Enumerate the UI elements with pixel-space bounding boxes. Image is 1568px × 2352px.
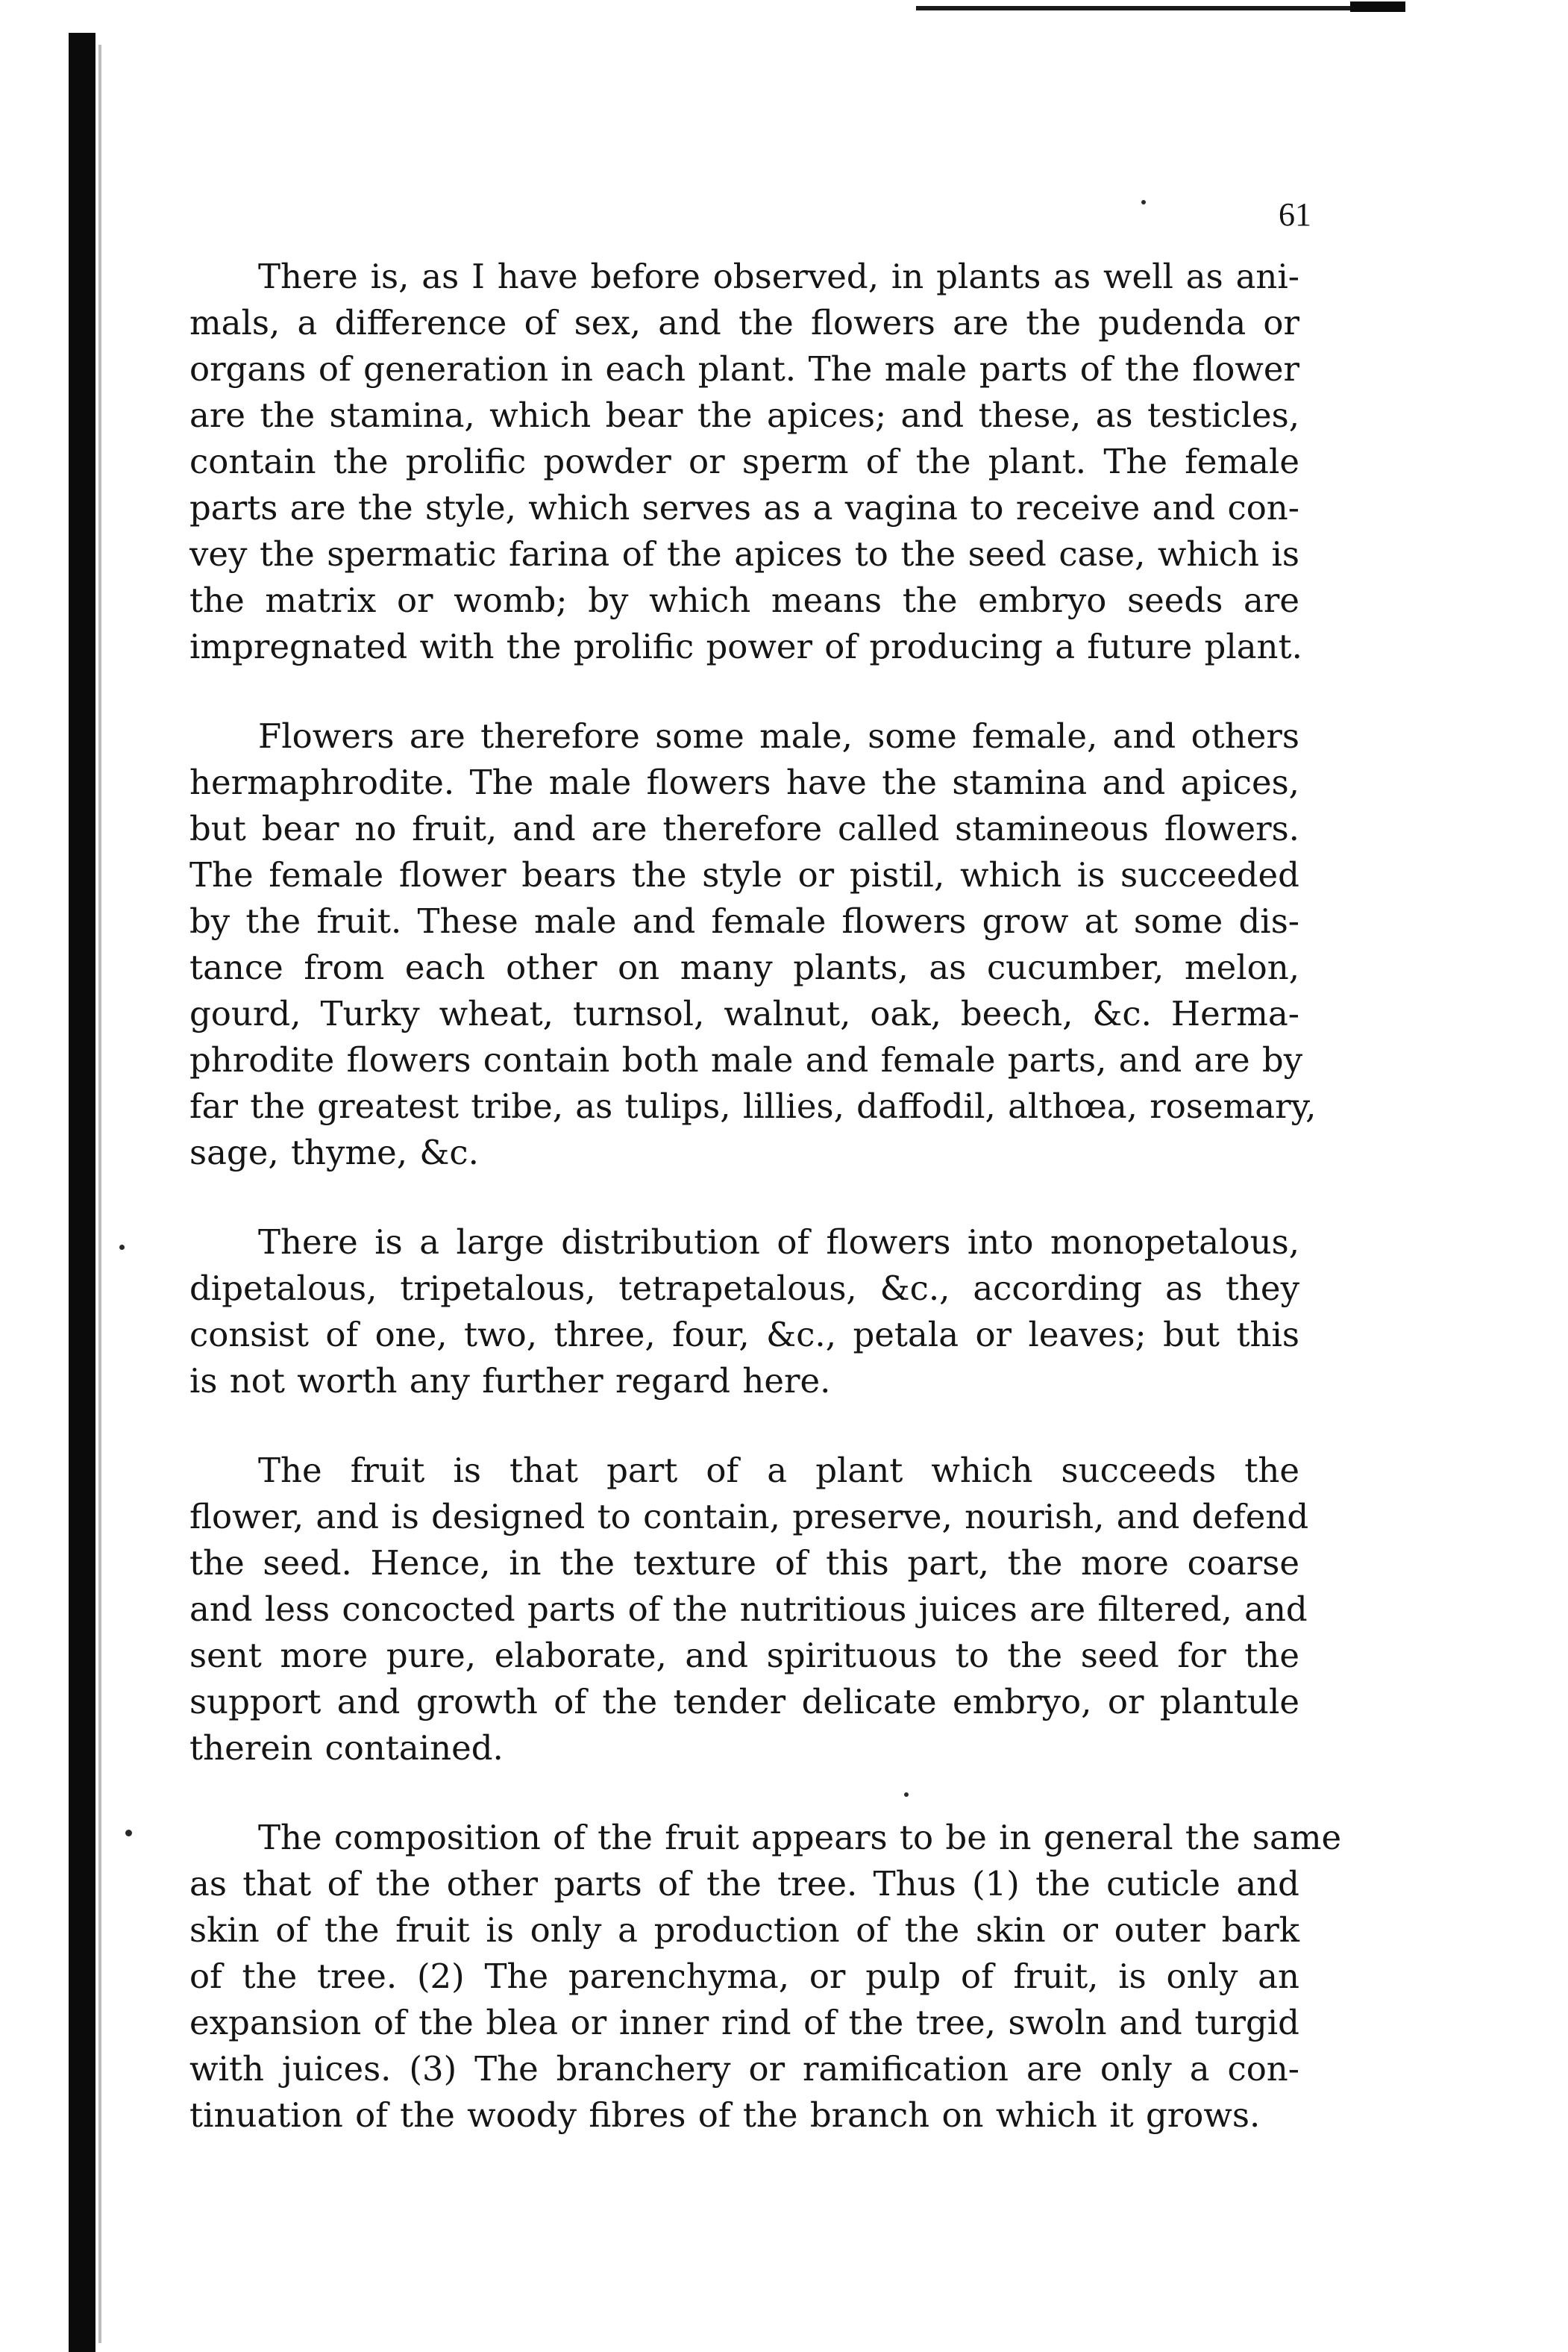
text-line: hermaphrodite. The male flowers have the stamina and apices, [189,763,1299,802]
binding-edge [69,33,95,2352]
text-line: but bear no fruit, and are therefore called stamineous flowers. [189,809,1299,848]
paragraph [189,713,1317,1176]
text-line: organs of generation in each plant. The male parts of the flower [189,349,1299,389]
paragraph [189,1448,1309,1771]
text-line: parts are the style, which serves as a vagina to receive and con- [189,488,1299,528]
text-line: sage, thyme, &c. [189,1133,479,1172]
paragraph [189,1219,1299,1404]
ink-speck [1141,200,1146,204]
text-line: of the tree. (2) The parenchyma, or pulp of fruit, is only an [189,1957,1299,1996]
text-line: is not worth any further regard here. [189,1361,831,1401]
text-line: mals, a difference of sex, and the flowers are the pudenda or [189,303,1299,343]
page-number: 61 [1279,196,1311,233]
text-line: and less concocted parts of the nutritious juices are filtered, and [189,1589,1308,1629]
text-line: as that of the other parts of the tree. Thus (1) the cuticle and [189,1864,1299,1904]
text-line: support and growth of the tender delicate embryo, or plantule [189,1682,1299,1721]
text-line: dipetalous, tripetalous, tetrapetalous, &c., according as they [189,1269,1299,1308]
text-line: vey the spermatic farina of the apices to the seed case, which is [189,534,1299,574]
text-line: Flowers are therefore some male, some female, and others [258,716,1299,756]
text-line: tance from each other on many plants, as cucumber, melon, [189,948,1299,987]
text-line: far the greatest tribe, as tulips, lillies, daffodil, althœa, rosemary, [189,1086,1317,1126]
text-line: consist of one, two, three, four, &c., petala or leaves; but this [189,1315,1299,1354]
text-line: The fruit is that part of a plant which succeeds the [258,1451,1299,1490]
ink-speck [125,1830,132,1836]
text-line: therein contained. [189,1728,504,1768]
paragraph [189,254,1302,670]
text-line: are the stamina, which bear the apices; and these, as testicles, [189,395,1299,435]
text-line: with juices. (3) The branchery or ramification are only a con- [189,2049,1299,2089]
text-line: flower, and is designed to contain, preserve, nourish, and defend [189,1497,1309,1536]
text-line: There is a large distribution of flowers into monopetalous, [258,1222,1299,1262]
top-rule-end [1350,1,1405,12]
text-line: gourd, Turky wheat, turnsol, walnut, oak, beech, &c. Herma- [189,994,1299,1033]
text-line: The female flower bears the style or pistil, which is succeeded [189,855,1299,895]
text-line: contain the prolific powder or sperm of the plant. The female [189,442,1299,481]
text-line: the seed. Hence, in the texture of this part, the more coarse [189,1543,1299,1583]
text-line: sent more pure, elaborate, and spirituous to the seed for the [189,1636,1299,1675]
text-line: tinuation of the woody fibres of the branch on which it grows. [189,2095,1261,2135]
text-line: by the fruit. These male and female flowers grow at some dis- [189,901,1299,941]
ink-speck [119,1245,125,1250]
body-text [189,254,1342,2182]
text-line: There is, as I have before observed, in plants as well as ani- [258,257,1299,296]
text-line: expansion of the blea or inner rind of the tree, swoln and turgid [189,2003,1299,2042]
text-line: skin of the fruit is only a production of the skin or outer bark [189,1910,1299,1950]
top-rule [916,6,1401,10]
text-line: impregnated with the prolific power of producing a future plant. [189,627,1302,666]
text-line: The composition of the fruit appears to be in general the same [258,1818,1342,1857]
paragraph [189,1815,1342,2139]
binding-shadow [98,45,101,2343]
text-line: the matrix or womb; by which means the embryo seeds are [189,581,1299,620]
text-line: phrodite flowers contain both male and female parts, and are by [189,1040,1303,1080]
